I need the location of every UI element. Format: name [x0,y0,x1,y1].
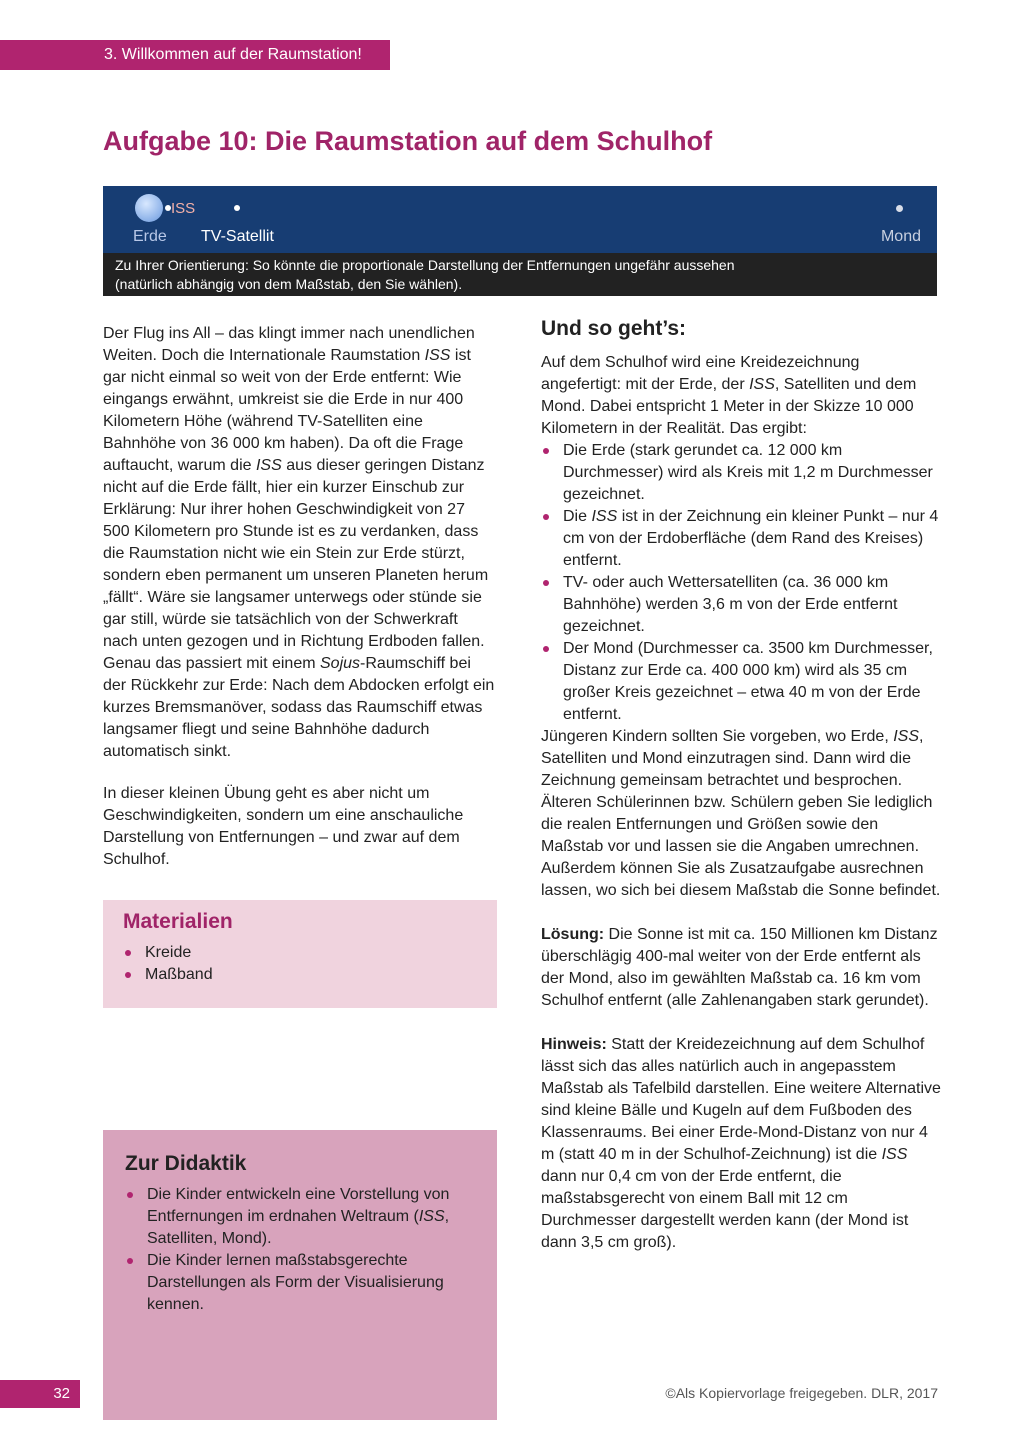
hint-paragraph: Hinweis: Statt der Kreidezeichnung auf dem Schulhof lässt sich das alles natürlich auch in angepasstem Maßstab als Tafelbild darstellen. Eine weitere Alternative sind kleine Bälle und Kugeln auf dem Fußboden des Klassenraums. Bei einer Erde-Mond-Distanz von nur 4 m (statt 40 m in der Schulhof-Zeichnung) ist die ISS dann nur 0,4 cm von der Erde entfernt, die maßstabsgerecht von einem Ball mit 12 cm Durchmesser dargestellt werden kann (der Mond ist dann 3,5 cm groß). [541,1036,941,1251]
iss-label: ISS [171,200,196,217]
page-number: 32 [0,1380,80,1408]
earth-label: Erde [133,228,167,245]
earth-illustration [135,194,163,222]
instructions-heading: Und so geht’s: [541,317,687,340]
caption-line-2: (natürlich abhängig von dem Maßstab, den Sie wählen). [115,276,463,292]
instructions-intro: Auf dem Schulhof wird eine Kreidezeichnung angefertigt: mit der Erde, der ISS, Satelliten und dem Mond. Dabei entspricht 1 Meter in der Skizze 10 000 Kilometern in der Realität. Das ergibt: [541,354,917,437]
tv-satellite-dot [234,205,240,211]
materials-box [103,900,497,1008]
list-item: Die Kinder entwickeln eine Vorstellung von Entfernungen im erdnahen Weltraum (ISS, Satelliten, Mond). [125,1184,475,1250]
instructions-column [541,318,941,1276]
didactics-box [103,1130,497,1420]
caption-line-1: Zu Ihrer Orientierung: So könnte die proportionale Darstellung der Entfernungen ungefähr aussehen [115,257,735,273]
list-item: Die ISS ist in der Zeichnung ein kleiner Punkt – nur 4 cm von der Erdoberfläche (dem Rand des Kreises) entfernt. [541,506,941,572]
tv-satellite-label: TV-Satellit [201,228,274,245]
list-item: TV- oder auch Wettersatelliten (ca. 36 000 km Bahnhöhe) werden 3,6 m von der Erde entfernt gezeichnet. [541,572,941,638]
scale-list [541,440,941,726]
list-item: Die Erde (stark gerundet ca. 12 000 km Durchmesser) wird als Kreis mit 1,2 m Durchmesser gezeichnet. [541,440,941,506]
list-item: Der Mond (Durchmesser ca. 3500 km Durchmesser, Distanz zur Erde ca. 400 000 km) wird als 35 cm großer Kreis gezeichnet – etwa 40 m von der Erde entfernt. [541,638,941,726]
list-item: Maßband [123,964,477,986]
chapter-banner [0,40,390,70]
didactics-list [125,1184,475,1316]
list-item: Kreide [123,942,477,964]
exercise-paragraph: In dieser kleinen Übung geht es aber nicht um Geschwindigkeiten, sondern um eine anschauliche Darstellung von Entfernungen – und zwar auf dem Schulhof. [103,785,464,868]
intro-paragraph: Der Flug ins All – das klingt immer nach unendlichen Weiten. Doch die Internationale Raumstation ISS ist gar nicht einmal so weit von der Erde entfernt: Wie eingangs erwähnt, umkreist sie die Erde in nur 400 Kilometern Höhe (während TV-Satelliten eine Bahnhöhe von 36 000 km haben). Da oft die Frage auftaucht, warum die ISS aus dieser geringen Distanz nicht auf die Erde fällt, hier ein kurzer Einschub zur Erklärung: Nur ihrer hohen Geschwindigkeit von 27 500 Kilometern pro Stunde ist es zu verdanken, dass die Raumstation nicht wie ein Stein zur Erde stürzt, sondern eben permanent um unseren Planeten herum „fällt“. Wäre sie langsamer unterwegs oder stünde sie gar still, würde sie tatsächlich von der Schwerkraft nach unten gezogen und in Richtung Erdboden fallen. Genau das passiert mit einem Sojus-Raumschiff bei der Rückkehr zur Erde: Nach dem Abdocken erfolgt ein kurzes Bremsmanöver, sodass das Raumschiff etwas langsamer fliegt und seine Bahnhöhe dadurch automatisch sinkt. [103,325,495,760]
materials-list [123,942,477,986]
diagram-caption [103,253,937,296]
teaching-paragraph: Jüngeren Kindern sollten Sie vorgeben, wo Erde, ISS, Satelliten und Mond einzutragen sind. Dann wird die Zeichnung gemeinsam betrachtet und besprochen. Älteren Schülerinnen bzw. Schülern geben Sie lediglich die realen Entfernungen und Größen sowie den Maßstab vor und lassen sie die Angaben umrechnen. Außerdem können Sie als Zusatzaufgabe ausrechnen lassen, wo sich bei diesem Maßstab die Sonne befindet. [541,728,941,899]
chapter-title: 3. Willkommen auf der Raumstation! [104,46,362,63]
solution-paragraph: Lösung: Die Sonne ist mit ca. 150 Millionen km Distanz überschlägig 400-mal weiter von der Erde entfernt als der Mond, also im gewählten Maßstab ca. 16 km vom Schulhof entfernt (alle Zahlenangaben stark gerundet). [541,926,938,1009]
list-item: Die Kinder lernen maßstabsgerechte Darstellungen als Form der Visualisierung kennen. [125,1250,475,1316]
didactics-title: Zur Didaktik [125,1152,247,1175]
copyright-notice: ©Als Kopiervorlage freigegeben. DLR, 2017 [665,1385,938,1401]
moon-dot [896,205,903,212]
page-title: Aufgabe 10: Die Raumstation auf dem Schulhof [103,126,713,156]
materials-title: Materialien [123,910,233,933]
moon-label: Mond [880,228,921,245]
intro-column [103,323,495,891]
distance-diagram [103,186,937,253]
